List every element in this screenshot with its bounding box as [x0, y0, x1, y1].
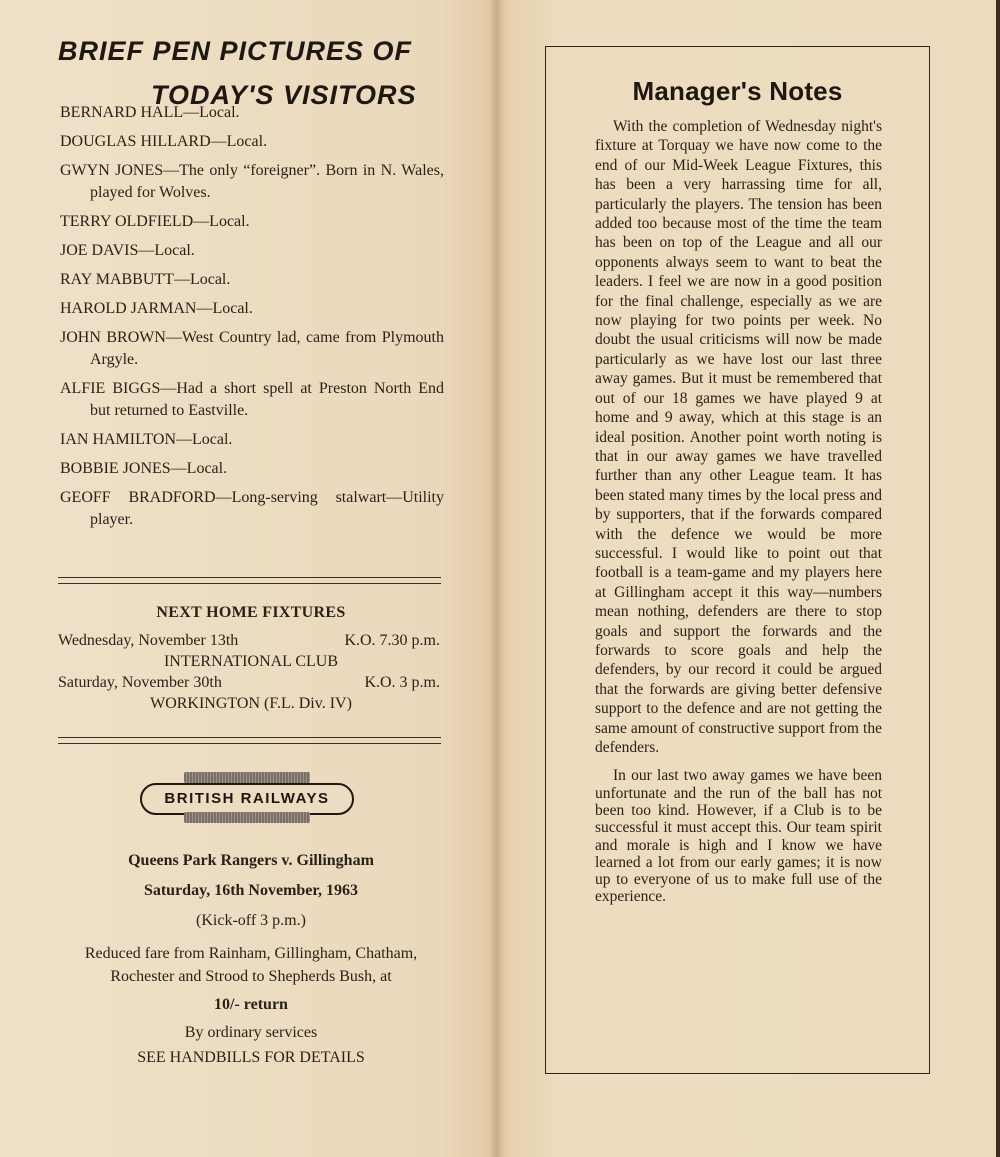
logo-text: BRITISH RAILWAYS [140, 783, 354, 815]
player-entry: IAN HAMILTON—Local. [60, 431, 233, 448]
player-list [60, 102, 444, 538]
excursion-date: Saturday, 16th November, 1963 [143, 882, 359, 899]
fixture-date: Wednesday, November 13th [58, 632, 239, 649]
british-railways-logo [140, 772, 356, 824]
player-entry: GEOFF BRADFORD—Long-serving stalwart—Utility player. [60, 489, 444, 528]
logo-bar-bottom [184, 812, 310, 823]
excursion-kickoff: (Kick-off 3 p.m.) [196, 912, 306, 929]
fixture-date: Saturday, November 30th [58, 674, 222, 691]
notes-paragraph: In our last two away games we have been unfortunate and the run of the ball has not been too kind. However, if a Club is to be successful it must accept this. Our team spirit and morale is high and I know we have learned a lot from our early games; it is now up to everyone of us to make full use of the experience. [595, 767, 882, 906]
excursion-details: SEE HANDBILLS FOR DETAILS [137, 1049, 365, 1066]
excursion-price: 10/- return [214, 996, 288, 1013]
player-entry: JOHN BROWN—West Country lad, came from Plymouth Argyle. [60, 329, 444, 368]
fixture-row [58, 672, 444, 693]
fixture-kickoff: K.O. 7.30 p.m. [344, 632, 440, 649]
page-title-line1: BRIEF PEN PICTURES OF [58, 36, 413, 66]
player-entry: HAROLD JARMAN—Local. [60, 300, 253, 317]
home-fixtures [58, 604, 444, 714]
player-entry: BOBBIE JONES—Local. [60, 460, 228, 477]
page-title-line2: TODAY'S VISITORS [151, 80, 417, 110]
notes-title: Manager's Notes [632, 76, 843, 106]
managers-notes-body [595, 117, 882, 916]
excursion-match: Queens Park Rangers v. Gillingham [128, 852, 374, 869]
excursion-services: By ordinary services [184, 1024, 318, 1041]
excursion-fare: Reduced fare from Rainham, Gillingham, Chatham, Rochester and Strood to Shepherds Bush, at [84, 945, 418, 985]
player-entry: BERNARD HALL—Local. [60, 104, 240, 121]
player-entry: GWYN JONES—The only “foreigner”. Born in N. Wales, played for Wolves. [60, 162, 444, 201]
player-entry: TERRY OLDFIELD—Local. [60, 213, 250, 230]
fixture-opponent: INTERNATIONAL CLUB [163, 653, 339, 670]
notes-paragraph: With the completion of Wednesday night's fixture at Torquay we have now come to the end of our Mid-Week League Fixtures, this has been a very harrassing time for all, particularly the players. The tension has been added too because most of the time the team has been on top of the League and all our opponents always seem to want to beat the leaders. I feel we are now in a good position for the final challenge, especially as we are now playing for two points per week. No doubt the usual criticisms will now be made particularly as we have lost our last three away games. But it must be remembered that out of our 18 games we have played 9 at home and 9 away, which at this stage is an ideal position. Another point worth noting is that in our away games we have travelled further than any other League team. It has been stated many times by the local press and by supporters, that if the forwards compared with the defence we would be more successful. I would like to point out that football is a team-game and my players here at Gillingham accept it this way—numbers mean nothing, defenders are there to stop goals and support the forwards and the forwards to score goals and help the defenders, by our record it could be argued that the forwards are giving better defensive support to the defence and are not getting the same amount of constructive support from the defenders. [595, 118, 882, 756]
fixture-kickoff: K.O. 3 p.m. [364, 674, 440, 691]
page-edge [996, 0, 1000, 1157]
player-entry: JOE DAVIS—Local. [60, 242, 195, 259]
player-entry: DOUGLAS HILLARD—Local. [60, 133, 268, 150]
page-spine [490, 0, 504, 1157]
fixture-row [58, 630, 444, 651]
player-entry: RAY MABBUTT—Local. [60, 271, 231, 288]
player-entry: ALFIE BIGGS—Had a short spell at Preston North End but returned to Eastville. [60, 380, 444, 419]
fixture-opponent: WORKINGTON (F.L. Div. IV) [150, 695, 352, 712]
double-rule-divider [58, 737, 441, 744]
double-rule-divider [58, 577, 441, 584]
rail-excursion [58, 852, 444, 1067]
fixtures-heading: NEXT HOME FIXTURES [156, 604, 346, 621]
logo-bar-top [184, 772, 310, 783]
